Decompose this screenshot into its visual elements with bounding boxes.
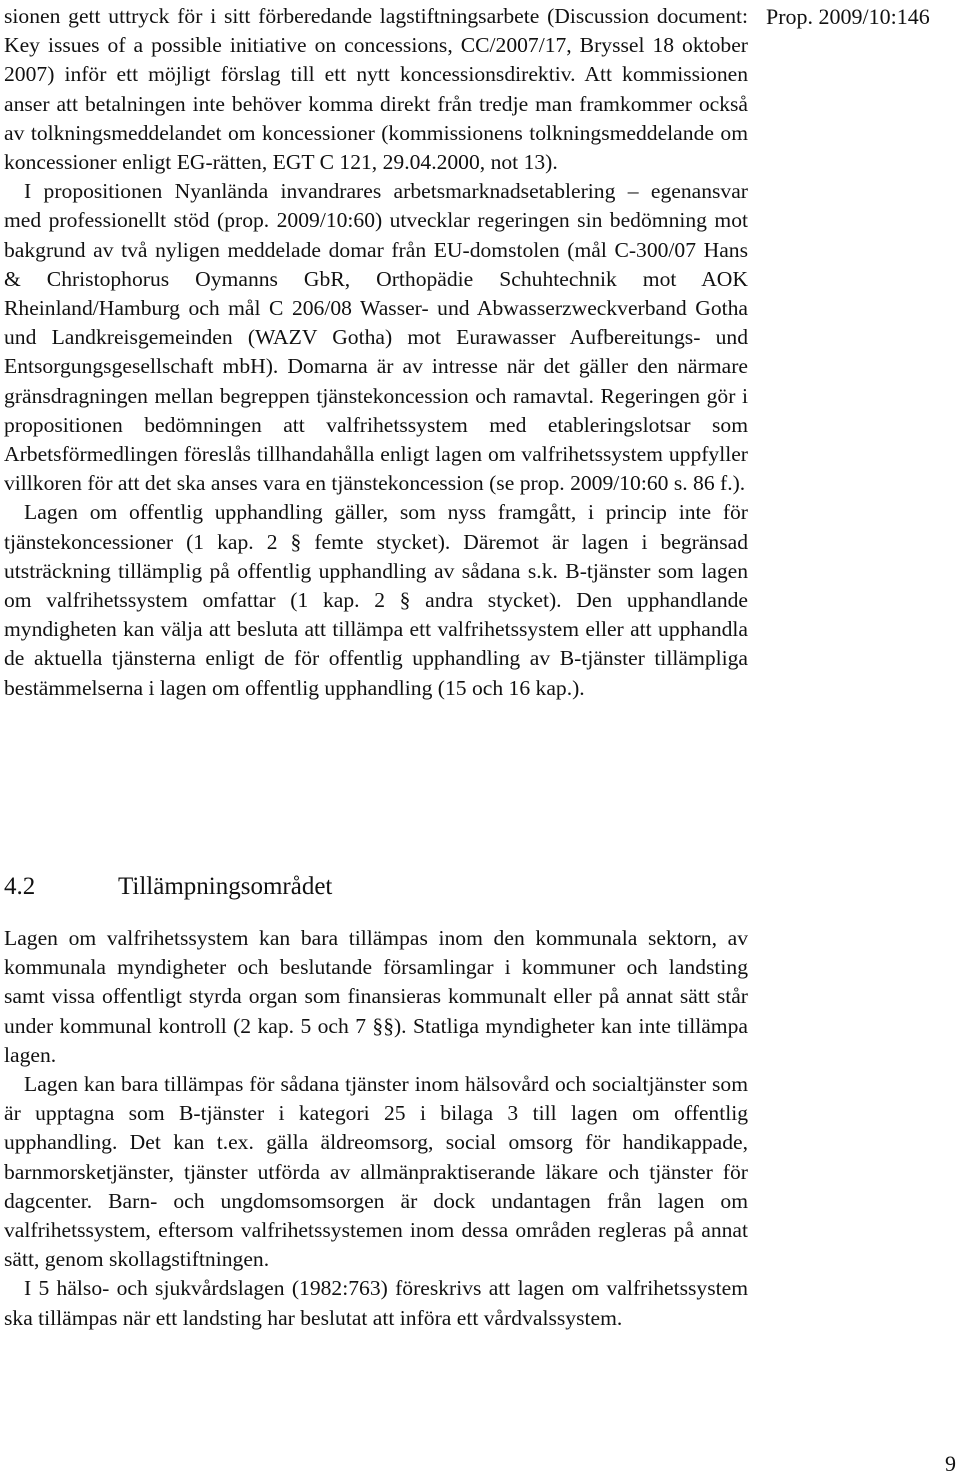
paragraph: sionen gett uttryck för i sitt förberedande lagstiftningsarbete (Discussion document: Key issues of a possible initiative on concessions, CC/2007/17, Bryssel 18 oktober 2007) inför ett möjligt förslag till ett nytt koncessionsdirektiv. Att kommissionen anser att betalningen inte behöver komma direkt från tredje man framkommer också av tolkningsmeddelandet om koncessioner (kommissionens tolkningsmeddelande om koncessioner enligt EG-rätten, EGT C 121, 29.04.2000, not 13). (4, 4, 748, 175)
paragraph: I propositionen Nyanlända invandrares arbetsmarknadsetablering – egenansvar med professionellt stöd (prop. 2009/10:60) utvecklar regeringen sin bedömning mot bakgrund av två nyligen meddelade domar från EU-domstolen (mål C-300/07 Hans & Christophorus Oymanns GbR, Orthopädie Schuhtechnik mot AOK Rheinland/Hamburg och mål C 206/08 Wasser- und Abwasserzweckverband Gotha und Landkreisgemeinden (WAZV Gotha) mot Eurawasser Aufbereitungs- und Entsorgungsgesellschaft mbH). Domarna är av intresse när det gäller den närmare gränsdragningen mellan begreppen tjänstekoncession och ramavtal. Regeringen gör i propositionen bedömningen att valfrihetssystem med etableringslotsar som Arbetsförmedlingen föreslås tillhandahålla enligt lagen om valfrihetssystem uppfyller villkoren för att det ska anses vara en tjänstekoncession (se prop. 2009/10:60 s. 86 f.). (4, 179, 748, 496)
paragraph: Lagen om valfrihetssystem kan bara tillämpas inom den kommunala sektorn, av kommunala myndigheter och beslutande församlingar i kommuner och landsting samt vissa offentligt styrda organ som finansieras kommunalt eller på annat sätt står under kommunal kontroll (2 kap. 5 och 7 §§). Statliga myndigheter kan inte tillämpa lagen. (4, 926, 748, 1067)
section-heading (4, 871, 332, 903)
proposition-reference: Prop. 2009/10:146 (766, 4, 930, 29)
section-number: 4.2 (4, 873, 36, 900)
paragraph: Lagen om offentlig upphandling gäller, som nyss framgått, i princip inte för tjänstekoncessioner (1 kap. 2 § femte stycket). Däremot är lagen i begränsad utsträckning tillämplig på offentlig upphandling av sådana s.k. B-tjänster som lagen om valfrihetssystem omfattar (1 kap. 2 § andra stycket). Den upphandlande myndigheten kan välja att besluta att tillämpa ett valfrihetssystem eller att upphandla de aktuella tjänsterna enligt de för offentlig upphandling av B-tjänster tillämpliga bestämmelserna i lagen om offentlig upphandling (15 och 16 kap.). (4, 500, 748, 700)
section-title: Tillämpningsområdet (118, 873, 333, 900)
page-number: 9 (945, 1451, 956, 1476)
paragraph: Lagen kan bara tillämpas för sådana tjänster inom hälsovård och socialtjänster som är upptagna som B-tjänster i kategori 25 i bilaga 3 till lagen om offentlig upphandling. Det kan t.ex. gälla äldreomsorg, social omsorg för handikappade, barnmorsketjänster, tjänster utförda av allmänpraktiserande läkare och tjänster för dagcenter. Barn- och ungdomsomsorgen är dock undantagen från lagen om valfrihetssystem, eftersom valfrihetssystemen inom dessa områden regleras på annat sätt, genom skollagstiftningen. (4, 1072, 748, 1272)
paragraph: I 5 hälso- och sjukvårdslagen (1982:763) föreskrivs att lagen om valfrihetssystem ska tillämpas när ett landsting har beslutat att införa ett vårdvalssystem. (4, 1276, 748, 1330)
section-text (4, 924, 748, 1333)
section-text-continued (4, 2, 748, 703)
